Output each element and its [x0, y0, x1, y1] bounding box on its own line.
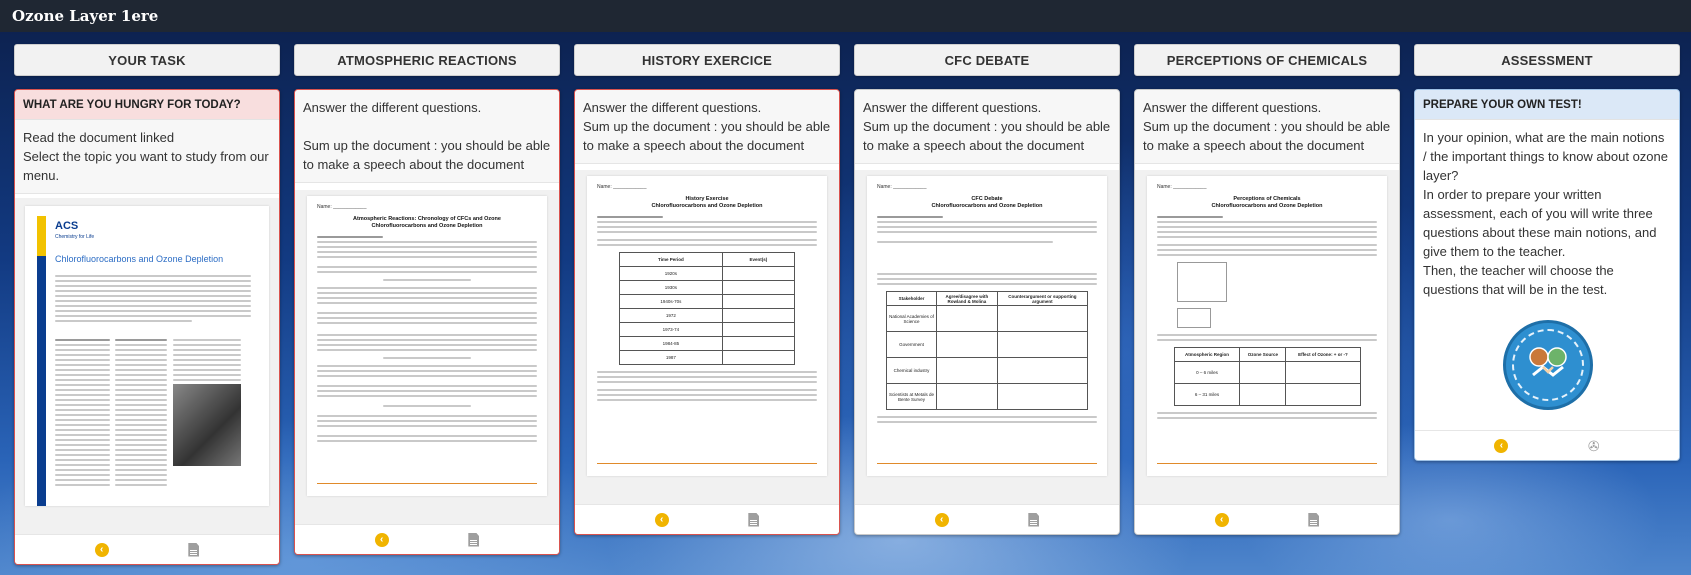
table-cell: 1972	[620, 309, 723, 323]
card-footer	[575, 504, 839, 534]
file-icon[interactable]	[1308, 513, 1319, 527]
card-footer	[1415, 430, 1679, 460]
document-column	[173, 336, 241, 389]
card-footer	[1135, 504, 1399, 534]
reaction-icon[interactable]: ‹	[95, 543, 109, 557]
table-cell: 1973-74	[620, 323, 723, 337]
table-cell: 1987	[620, 351, 723, 365]
table-cell: 6 – 31 miles	[1174, 384, 1240, 406]
file-icon[interactable]	[1028, 513, 1039, 527]
doc-sidebar-accent	[37, 216, 46, 256]
column-heading[interactable]: YOUR TASK	[14, 44, 280, 76]
file-icon[interactable]	[468, 533, 479, 547]
doc-footer-rule	[877, 463, 1097, 468]
doc-name-field: Name: ____________	[877, 184, 927, 190]
document-preview[interactable]	[1147, 176, 1387, 476]
history-table: Time Period Event(s) 1920s 1930s 1940s-70s 1972 1973-74 1984-85 1987	[619, 252, 795, 365]
doc-name-field: Name: ____________	[597, 184, 647, 190]
acs-tagline: Chemistry for Life	[55, 234, 95, 240]
table-cell: Government	[886, 332, 936, 358]
table-cell: Chemical industry	[886, 358, 936, 384]
card-text: Answer the different questions. Sum up the document : you should be able to make a speech about the document	[575, 90, 839, 164]
doc-footer-rule	[317, 483, 537, 488]
card-text: Answer the different questions. Sum up the document : you should be able to make a speech about the document	[295, 90, 559, 183]
card-text: Answer the different questions. Sum up the document : you should be able to make a speech about the document	[1135, 90, 1399, 164]
column-your-task	[14, 44, 280, 555]
resources-icon[interactable]: ✇	[1587, 437, 1600, 454]
card[interactable]	[574, 89, 840, 535]
card-attachment[interactable]	[1415, 306, 1679, 430]
doc-title: CFC Debate Chlorofluorocarbons and Ozone Depletion	[931, 196, 1043, 209]
card[interactable]	[854, 89, 1120, 535]
column-heading[interactable]: ATMOSPHERIC REACTIONS	[294, 44, 560, 76]
document-headline: Chlorofluorocarbons and Ozone Depletion	[55, 254, 224, 264]
doc-name-field: Name: ____________	[317, 204, 367, 210]
doc-footer-rule	[1157, 463, 1377, 468]
card[interactable]	[1414, 89, 1680, 461]
card-attachment[interactable]	[575, 170, 839, 504]
card-text: Answer the different questions. Sum up the document : you should be able to make a speech about the document	[855, 90, 1119, 164]
column-heading[interactable]: PERCEPTIONS OF CHEMICALS	[1134, 44, 1400, 76]
table-cell: 1984-85	[620, 337, 723, 351]
table-cell: National Academies of Science	[886, 306, 936, 332]
column-atmospheric-reactions	[294, 44, 560, 545]
document-column	[115, 336, 167, 489]
document-preview[interactable]	[587, 176, 827, 476]
card-footer	[855, 504, 1119, 534]
card-attachment[interactable]	[295, 190, 559, 524]
reaction-icon[interactable]: ‹	[1494, 439, 1508, 453]
perceptions-table: Atmospheric Region Ozone Source Effect of Ozone: + or -? 0 – 6 miles 6 – 31 miles	[1174, 347, 1361, 406]
document-preview[interactable]	[307, 196, 547, 496]
doc-footer-rule	[597, 463, 817, 468]
table-cell: 1940s-70s	[620, 295, 723, 309]
document-photo	[173, 384, 241, 466]
card-title: PREPARE YOUR OWN TEST!	[1415, 90, 1679, 120]
card-footer	[15, 534, 279, 564]
column-perceptions-of-chemicals	[1134, 44, 1400, 525]
reaction-icon[interactable]: ‹	[655, 513, 669, 527]
card-text: In your opinion, what are the main notions / the important things to know about ozone layer? In order to prepare your written assessment, each of you will write three questions about these main notions, and give them to the teacher. Then, the teacher will choose the questions that will be in the test.	[1415, 120, 1679, 308]
top-bar	[0, 0, 1691, 32]
acs-logo: ACS	[55, 220, 79, 232]
document-preview[interactable]	[25, 206, 269, 506]
file-icon[interactable]	[748, 513, 759, 527]
card-text: Read the document linked Select the topic you want to study from our menu.	[15, 120, 279, 194]
reaction-icon[interactable]: ‹	[935, 513, 949, 527]
handshake-icon	[1525, 345, 1571, 385]
card[interactable]	[1134, 89, 1400, 535]
doc-figure	[1177, 262, 1227, 302]
card-attachment[interactable]	[855, 170, 1119, 504]
column-heading[interactable]: CFC DEBATE	[854, 44, 1120, 76]
debate-table: Stakeholder Agree/disagree with Rowland & Molina Counterargument or supporting argument National Academies of Science Government Chemical industry Scientists at Metals de Bente Survey	[886, 291, 1088, 410]
doc-title: Atmospheric Reactions: Chronology of CFCs and Ozone Chlorofluorocarbons and Ozone Depletion	[353, 216, 501, 229]
handshake-badge-icon	[1503, 320, 1593, 410]
card-attachment[interactable]	[1135, 170, 1399, 504]
document-preview[interactable]	[867, 176, 1107, 476]
card-attachment[interactable]	[15, 198, 279, 534]
doc-name-field: Name: ____________	[1157, 184, 1207, 190]
table-cell: 0 – 6 miles	[1174, 362, 1240, 384]
column-heading[interactable]: ASSESSMENT	[1414, 44, 1680, 76]
table-cell: 1930s	[620, 281, 723, 295]
doc-sidebar	[37, 216, 46, 506]
document-column	[55, 336, 110, 489]
column-assessment	[1414, 44, 1680, 454]
doc-title: History Exercise Chlorofluorocarbons and Ozone Depletion	[651, 196, 763, 209]
card-footer	[295, 524, 559, 554]
doc-figure	[1177, 308, 1211, 328]
document-body	[55, 272, 251, 325]
card[interactable]	[14, 89, 280, 565]
table-cell: 1920s	[620, 267, 723, 281]
column-history-exercice	[574, 44, 840, 525]
card-title: WHAT ARE YOU HUNGRY FOR TODAY?	[15, 90, 279, 120]
column-heading[interactable]: HISTORY EXERCICE	[574, 44, 840, 76]
file-icon[interactable]	[188, 543, 199, 557]
table-cell: Scientists at Metals de Bente Survey	[886, 384, 936, 410]
card[interactable]	[294, 89, 560, 555]
reaction-icon[interactable]: ‹	[375, 533, 389, 547]
column-cfc-debate	[854, 44, 1120, 525]
app-title: Ozone Layer 1ere	[12, 7, 159, 25]
doc-title: Perceptions of Chemicals Chlorofluorocarbons and Ozone Depletion	[1211, 196, 1323, 209]
reaction-icon[interactable]: ‹	[1215, 513, 1229, 527]
